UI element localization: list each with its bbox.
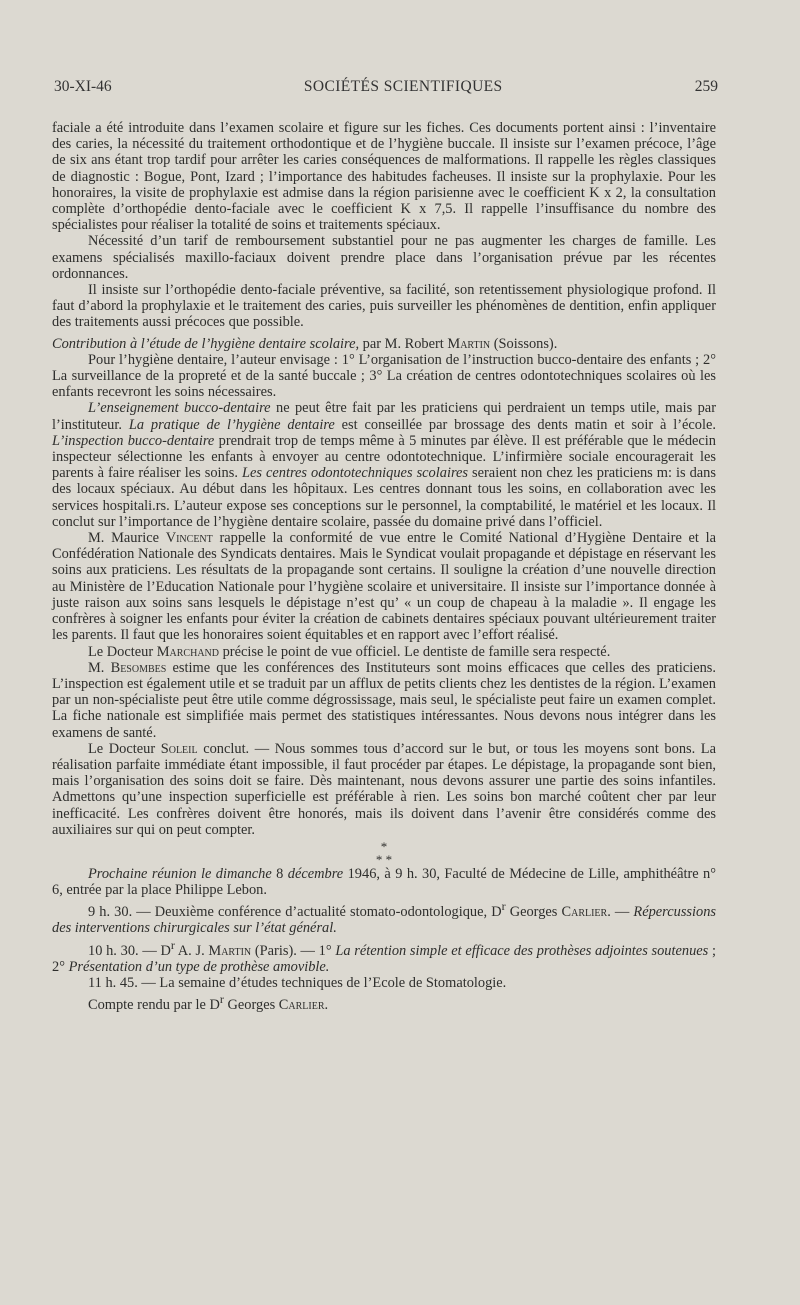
paragraph-continuation: faciale a été introduite dans l’examen scolaire et figure sur les fiches. Ces documents portent ainsi : l’inventaire des caries, la nécessité du traitement orthodontique et de l’hygiène buccale. Il insiste sur l’examen précoce, l’âge de six ans étant trop tardif pour arrêter les caries conséquences de malformations. Il rappelle les règles classiques de diagnostic : Bogue, Pont, Izard ; l’importance des habitudes facheuses. Il insiste sur la prophylaxie. Pour les honoraires, la visite de prophylaxie est admise dans la région parisienne avec le coefficient K x 2, la consultation complète d’orthopédie dento-faciale avec le coefficient K x 7,5. Il rappelle l’insuffisance du nombre des spécialistes pour réaliser la totalité de soins et traitements spéciaux.: [52, 120, 716, 234]
program-item-0930: 9 h. 30. — Deuxième conférence d’actualité stomato-odontologique, $D^r$ Georges Carlier. — Répercussions des interventions chirurgicales sur l’état général.: [52, 899, 717, 937]
speaker-name: Besombes: [110, 659, 167, 676]
header-title: SOCIÉTÉS SCIENTIFIQUES: [303, 78, 503, 95]
header-date: 30-XI-46: [54, 78, 112, 95]
report-credit: Compte rendu par le $D^r$ Georges Carlier.: [88, 991, 329, 1013]
paragraph-marchand: Le Docteur Marchand précise le point de vue officiel. Le dentiste de famille sera respecté.: [88, 643, 611, 660]
author-name: Martin: [447, 335, 491, 352]
paragraph-besombes: M. Besombes estime que les conférences des Instituteurs sont moins efficaces que celles des praticiens. L’inspection est également utile et se traduit par un afflux de petits clients chez les dentistes de la région. L’examen par un non-spécialiste peut être utile comme dégrossissage, mais seul, le spécialiste peut faire un examen complet. La fiche nationale est simplifiée mais permet des statistiques intéressantes. Nous devons nous intégrer dans les examens de santé.: [52, 659, 716, 741]
paragraph-tarif: Nécessité d’un tarif de remboursement substantiel pour ne pas augmenter les charges de famille. Les examens spécialisés maxillo-faciaux doivent prendre place dans l’organisation prévue par les récentes ordonnances.: [52, 233, 716, 282]
paragraph-orthopedie: Il insiste sur l’orthopédie dento-faciale préventive, sa facilité, son retentissement physiologique profond. Il faut d’abord la prophylaxie et le traitement des caries, puis surveiller les phénomènes de dentition, enfin appliquer des traitements aussi précoces que possible.: [52, 282, 716, 331]
speaker-name: Vincent: [165, 530, 213, 547]
contribution-title: Contribution à l’étude de l’hygiène dentaire scolaire,: [52, 335, 360, 352]
contribution-heading: Contribution à l’étude de l’hygiène dentaire scolaire, par M. Robert Martin (Soissons).: [52, 335, 558, 352]
paragraph-soleil: Le Docteur Soleil conclut. — Nous sommes tous d’accord sur le but, or tous les moyens sont bons. La réalisation parfaite immédiate étant impossible, il faut procéder par étapes. Le dépistage, la propagande sont bien, mais l’organisation des soins doit se faire. Dès maintenant, nous devons assurer une partie des soins infantiles. Admettons qu’une inspection superficielle est préférable à rien. Les soins bon marché coûtent cher par leur inefficacité. Les confrères doivent être honorés, mais ils doivent dans l’avenir être considérés comme des auxiliaires sur qui on peut compter.: [52, 740, 716, 838]
section-separator: * * *: [375, 838, 393, 867]
program-item-1030: 10 h. 30. — $D^r$ A. J. Martin (Paris). — 1° La rétention simple et efficace des prothèses adjointes soutenues ; 2° Présentation d’un type de prothèse amovible.: [52, 937, 716, 975]
article-body: [52, 120, 716, 1013]
speaker-name: Soleil: [160, 740, 198, 757]
running-header: [54, 78, 718, 96]
paragraph-vincent: M. Maurice Vincent rappelle la conformité de vue entre le Comité National d’Hygiène Dentaire et la Confédération Nationale des Syndicats dentaires. Mais le Syndicat voulait propagande et dépistage en réservant les soins aux praticiens. Les résultats de la propagande sont certains. Il souligne la création d’une nouvelle direction au Ministère de l’Education Nationale pour l’hygiène scolaire et universitaire. Il insiste sur l’importance donnée à juste raison aux soins sans lesquels le dépistage n’est qu’ « un coup de chapeau à la maladie ». Il engage les confrères à soigner les enfants pour éviter la création de cabinets dentaires spéciaux pouvant ultérieurement traiter les parents. Il faut que les honoraires soient équitables et en rapport avec l’effort réalisé.: [52, 530, 716, 644]
page-number: 259: [694, 78, 718, 95]
speaker-name: Marchand: [156, 643, 219, 660]
paragraph-enseignement: L’enseignement bucco-dentaire ne peut être fait par les praticiens qui perdraient un temps utile, mais par l’instituteur. La pratique de l’hygiène dentaire est conseillée par brossage des dents matin et soir à l’école. L’inspection bucco-dentaire prendrait trop de temps même à 5 minutes par élève. Il est préférable que le médecin inspecteur sélectionne les enfants à envoyer au centre odontotechnique. L’infirmière sociale encouragerait les parents à faire réaliser les soins. Les centres odontotechniques scolaires seraient non chez les praticiens m: is dans des locaux spéciaux. Au début dans les hôpitaux. Les centres donnant tous les soins, en collaboration avec les services hospitali.rs. L’auteur expose ses conceptions sur le personnel, la comptabilité, le matériel et les locaux. Il conclut sur l’importance de l’hygiène dentaire scolaire, passée du domaine privé dans l’officiel.: [52, 400, 717, 530]
next-meeting: Prochaine réunion le dimanche 8 décembre 1946, à 9 h. 30, Faculté de Médecine de Lille, amphithéâtre n° 6, entrée par la place Philippe Lebon.: [52, 865, 717, 899]
program-item-1145: 11 h. 45. — La semaine d’études techniques de l’Ecole de Stomatologie.: [88, 974, 507, 991]
paragraph-hygiene-plan: Pour l’hygiène dentaire, l’auteur envisage : 1° L’organisation de l’instruction bucco-dentaire des enfants ; 2° La surveillance de la propreté et de la santé buccale ; 3° La création de centres odontotechniques scolaires où les enfants recevront les soins nécessaires.: [52, 351, 716, 401]
